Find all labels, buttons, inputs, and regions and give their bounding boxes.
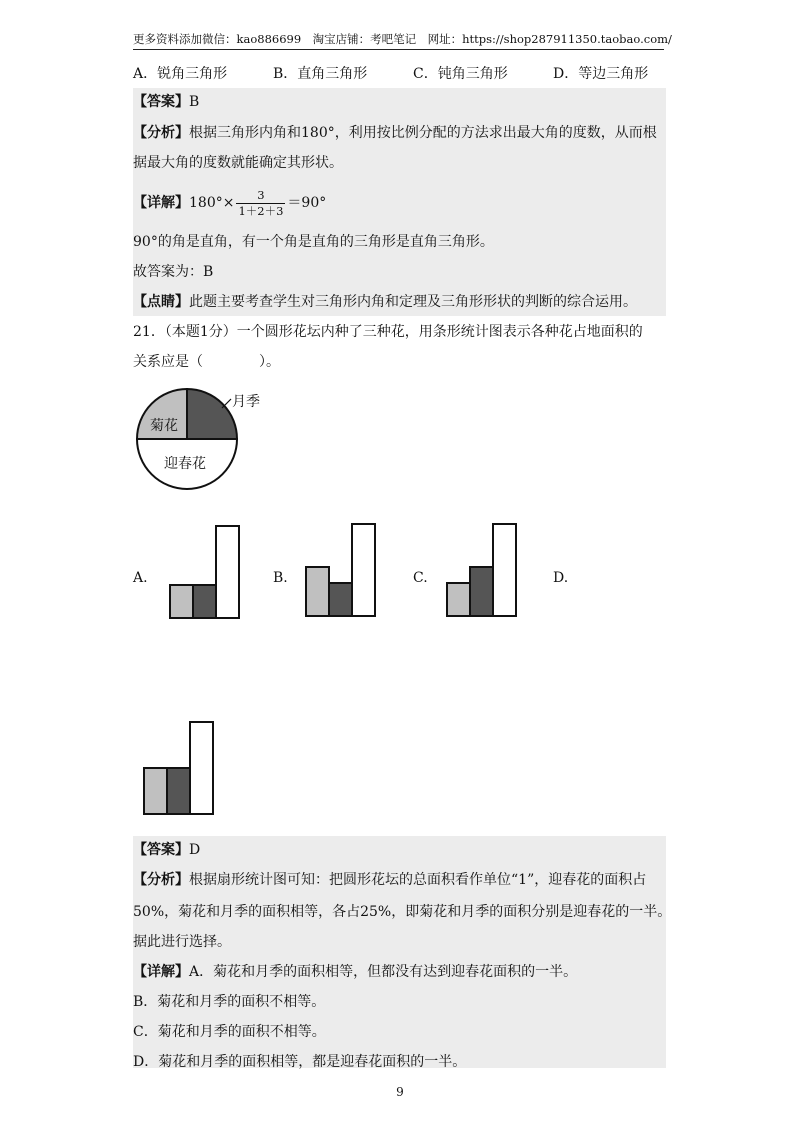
detail-a-text: A．菊花和月季的面积相等，但都没有达到迎春花面积的一半。 — [189, 964, 578, 980]
q20-detail-formula — [133, 186, 326, 220]
q20-analysis-1 — [133, 123, 657, 143]
q20-detail-2: 90°的角是直角，有一个角是直角的三角形是直角三角形。 — [133, 234, 494, 250]
fraction-denominator: 1＋2＋3 — [238, 203, 284, 218]
q21-detail-c: C．菊花和月季的面积不相等。 — [133, 1024, 326, 1040]
page-number: 9 — [396, 1085, 404, 1099]
q21-detail-b: B．菊花和月季的面积不相等。 — [133, 994, 326, 1010]
flower-pie-chart — [132, 384, 262, 500]
header-text: 更多资料添加微信：kao886699 淘宝店铺：考吧笔记 网址：https://shop287911350.taobao.com/ — [133, 32, 672, 46]
detail-tag: 【详解】 — [133, 195, 189, 211]
analysis-text: 根据三角形内角和180°，利用按比例分配的方法求出最大角的度数，从而根 — [189, 125, 657, 141]
q20-comment — [133, 292, 637, 312]
answer-value: D — [189, 842, 201, 858]
bar-yueji — [193, 585, 216, 618]
formula-prefix: 180°× — [189, 195, 235, 211]
bar-juhua — [306, 567, 329, 616]
q21-stem-2: 关系应是（ ）。 — [133, 354, 280, 370]
bar-yueji — [167, 768, 190, 814]
q20-analysis-2: 据最大角的度数就能确定其形状。 — [133, 155, 343, 171]
bar-juhua — [170, 585, 193, 618]
q20-detail-3: 故答案为：B — [133, 264, 214, 280]
option-b: B．直角三角形 — [273, 66, 368, 82]
bar-yingchunhua — [190, 722, 213, 814]
bar-chart-option-a — [168, 520, 244, 620]
bar-yueji — [470, 567, 493, 616]
analysis-tag: 【分析】 — [133, 872, 189, 888]
fraction-numerator: 3 — [236, 188, 285, 204]
bar-yingchunhua — [352, 524, 375, 616]
bar-yingchunhua — [216, 526, 239, 618]
pie-label-yueji: 月季 — [232, 394, 260, 410]
bar-chart-option-c — [445, 518, 523, 618]
formula-suffix: ＝90° — [287, 195, 327, 211]
bar-option-label-b: B. — [273, 570, 288, 586]
bar-chart-option-b — [304, 518, 382, 618]
bar-option-label-c: C. — [413, 570, 428, 586]
option-d: D．等边三角形 — [553, 66, 649, 82]
comment-text: 此题主要考查学生对三角形内角和定理及三角形形状的判断的综合运用。 — [189, 294, 637, 310]
pie-label-yingchunhua: 迎春花 — [164, 456, 206, 472]
comment-tag: 【点睛】 — [133, 294, 189, 310]
q21-analysis-1 — [133, 870, 646, 890]
bar-option-label-a: A. — [133, 570, 148, 586]
q20-answer — [133, 92, 199, 112]
bar-juhua — [144, 768, 167, 814]
answer-tag: 【答案】 — [133, 94, 189, 110]
pie-label-juhua: 菊花 — [150, 418, 178, 434]
q21-answer — [133, 840, 200, 860]
analysis-text: 根据扇形统计图可知：把圆形花坛的总面积看作单位“1”，迎春花的面积占 — [189, 872, 647, 888]
option-c: C．钝角三角形 — [413, 66, 508, 82]
q21-detail-a — [133, 962, 577, 982]
answer-value: B — [189, 94, 200, 110]
bar-juhua — [447, 583, 470, 616]
q21-stem-1: 21．（本题1分）一个圆形花坛内种了三种花，用条形统计图表示各种花占地面积的 — [133, 324, 643, 340]
bar-option-label-d: D. — [553, 570, 569, 586]
q21-detail-d: D．菊花和月季的面积相等，都是迎春花面积的一半。 — [133, 1054, 467, 1070]
bar-yingchunhua — [493, 524, 516, 616]
pie-slice-yueji — [187, 389, 237, 439]
page-header — [133, 31, 672, 50]
bar-chart-option-d — [142, 716, 220, 816]
detail-tag: 【详解】 — [133, 964, 189, 980]
option-a: A．锐角三角形 — [133, 66, 228, 82]
fraction — [236, 188, 285, 219]
q21-analysis-3: 据此进行选择。 — [133, 934, 231, 950]
analysis-tag: 【分析】 — [133, 125, 189, 141]
bar-yueji — [329, 583, 352, 616]
answer-tag: 【答案】 — [133, 842, 189, 858]
q21-analysis-2: 50%，菊花和月季的面积相等，各占25%，即菊花和月季的面积分别是迎春花的一半。 — [133, 904, 672, 920]
